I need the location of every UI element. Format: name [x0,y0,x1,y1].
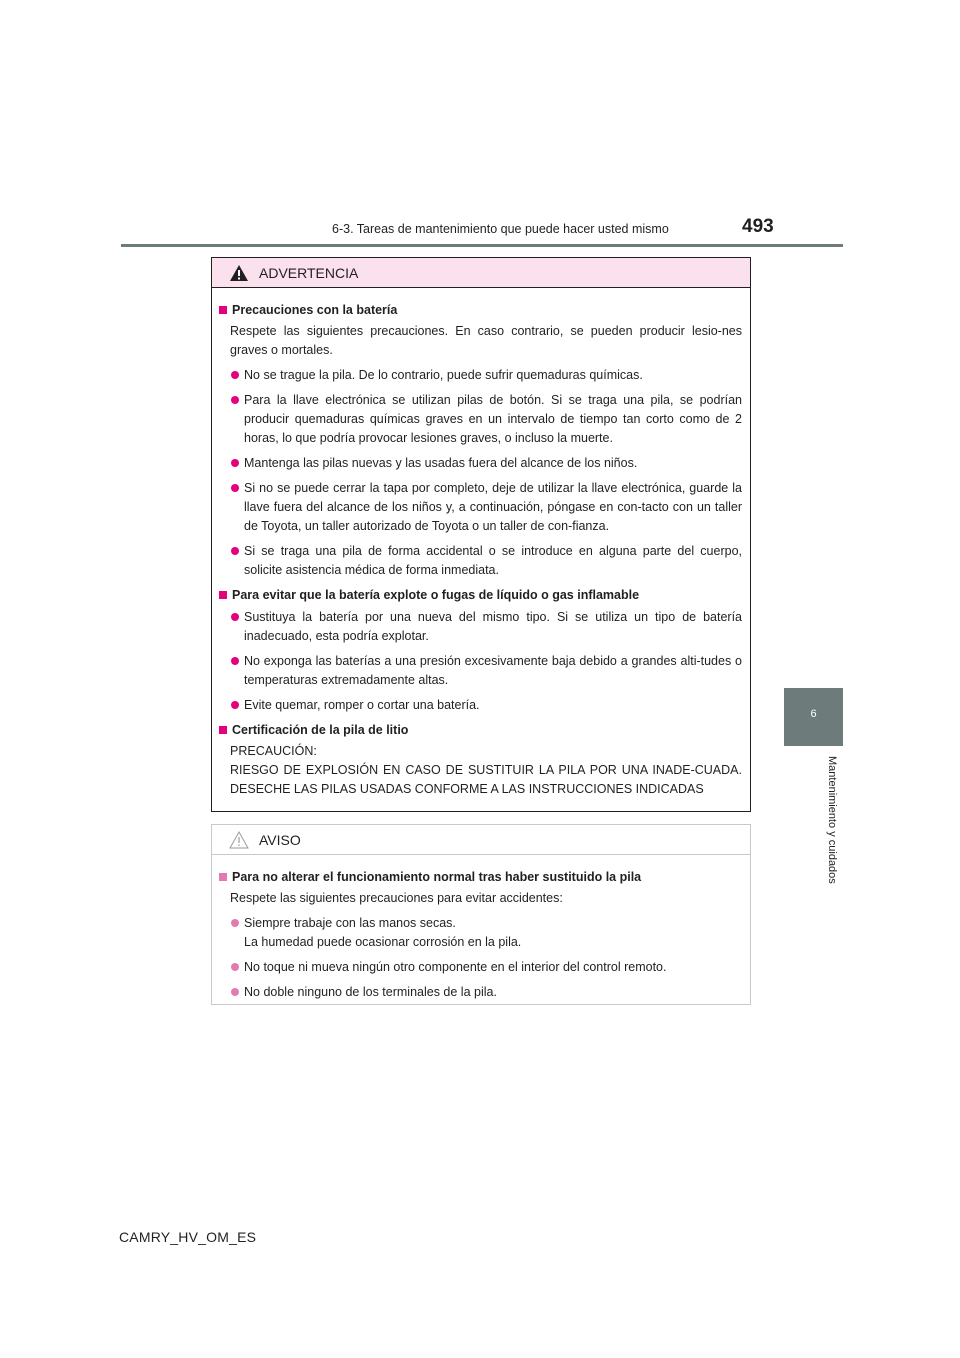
warning-box-header [212,258,750,288]
section-intro: Respete las siguientes precauciones. En caso contrario, se pueden producir lesio-nes graves o mortales. [230,324,742,357]
list-item: No toque ni mueva ningún otro componente en el interior del control remoto. [218,958,742,977]
warning-triangle-icon [229,264,249,282]
list-item: Si se traga una pila de forma accidental o se introduce en alguna parte del cuerpo, solicite asistencia médica de forma inmediata. [218,542,742,580]
list-item: No doble ninguno de los terminales de la pila. [218,983,742,1002]
dot-bullet-icon [231,484,239,492]
dot-bullet-icon [231,988,239,996]
dot-bullet-icon [231,919,239,927]
caution-text: RIESGO DE EXPLOSIÓN EN CASO DE SUSTITUIR LA PILA POR UNA INADE-CUADA. DESECHE LAS PILAS USADAS CONFORME A LAS INSTRUCCIONES INDICADAS [230,763,742,796]
square-bullet-icon [219,306,227,314]
section-intro: Respete las siguientes precauciones para evitar accidentes: [230,891,563,905]
caution-label: PRECAUCIÓN: [230,744,317,758]
dot-bullet-icon [231,459,239,467]
section-heading: Para evitar que la batería explote o fugas de líquido o gas inflamable [218,586,742,605]
square-bullet-icon [219,726,227,734]
caution-triangle-icon [229,831,249,849]
notice-box [211,824,751,1005]
dot-bullet-icon [231,371,239,379]
list-item: No se trague la pila. De lo contrario, puede sufrir quemaduras químicas. [218,366,742,385]
running-header-section: 6-3. Tareas de mantenimiento que puede hacer usted mismo [332,222,669,236]
warning-box-title: ADVERTENCIA [259,264,359,281]
header-divider [121,244,843,247]
page-number: 493 [742,216,774,237]
list-item: No exponga las baterías a una presión excesivamente baja debido a grandes alti-tudes o temperaturas extremadamente altas. [218,652,742,690]
list-item: Evite quemar, romper o cortar una batería. [218,696,742,715]
notice-box-header [212,825,750,855]
square-bullet-icon [219,591,227,599]
chapter-tab [784,688,843,746]
manual-code: CAMRY_HV_OM_ES [119,1229,257,1245]
dot-bullet-icon [231,701,239,709]
section-heading: Precauciones con la batería [218,301,742,320]
square-bullet-icon [219,873,227,881]
warning-box [211,257,751,812]
dot-bullet-icon [231,396,239,404]
list-item: Mantenga las pilas nuevas y las usadas fuera del alcance de los niños. [218,454,742,473]
list-item: Siempre trabaje con las manos secas. La humedad puede ocasionar corrosión en la pila. [218,914,742,952]
dot-bullet-icon [231,963,239,971]
dot-bullet-icon [231,657,239,665]
list-item: Si no se puede cerrar la tapa por completo, deje de utilizar la llave electrónica, guarde la llave fuera del alcance de los niños y, a continuación, póngase en con-tacto con un taller de Toyota, un taller autorizado de Toyota o un taller de con-fianza. [218,479,742,536]
dot-bullet-icon [231,613,239,621]
list-item: Sustituya la batería por una nueva del mismo tipo. Si se utiliza un tipo de batería inadecuado, esta podría explotar. [218,608,742,646]
list-item: Para la llave electrónica se utilizan pilas de botón. Si se traga una pila, se podrían producir quemaduras químicas graves en un intervalo de tiempo tan corto como de 2 horas, lo que podría provocar lesiones graves, o incluso la muerte. [218,391,742,448]
warning-box-body [212,288,750,799]
section-heading: Certificación de la pila de litio [218,721,742,740]
dot-bullet-icon [231,547,239,555]
section-heading: Para no alterar el funcionamiento normal tras haber sustituido la pila [218,868,742,887]
chapter-side-title: Mantenimiento y cuidados [826,756,838,884]
notice-box-body [212,855,750,1002]
notice-box-title: AVISO [259,831,301,848]
chapter-number: 6 [810,708,817,720]
